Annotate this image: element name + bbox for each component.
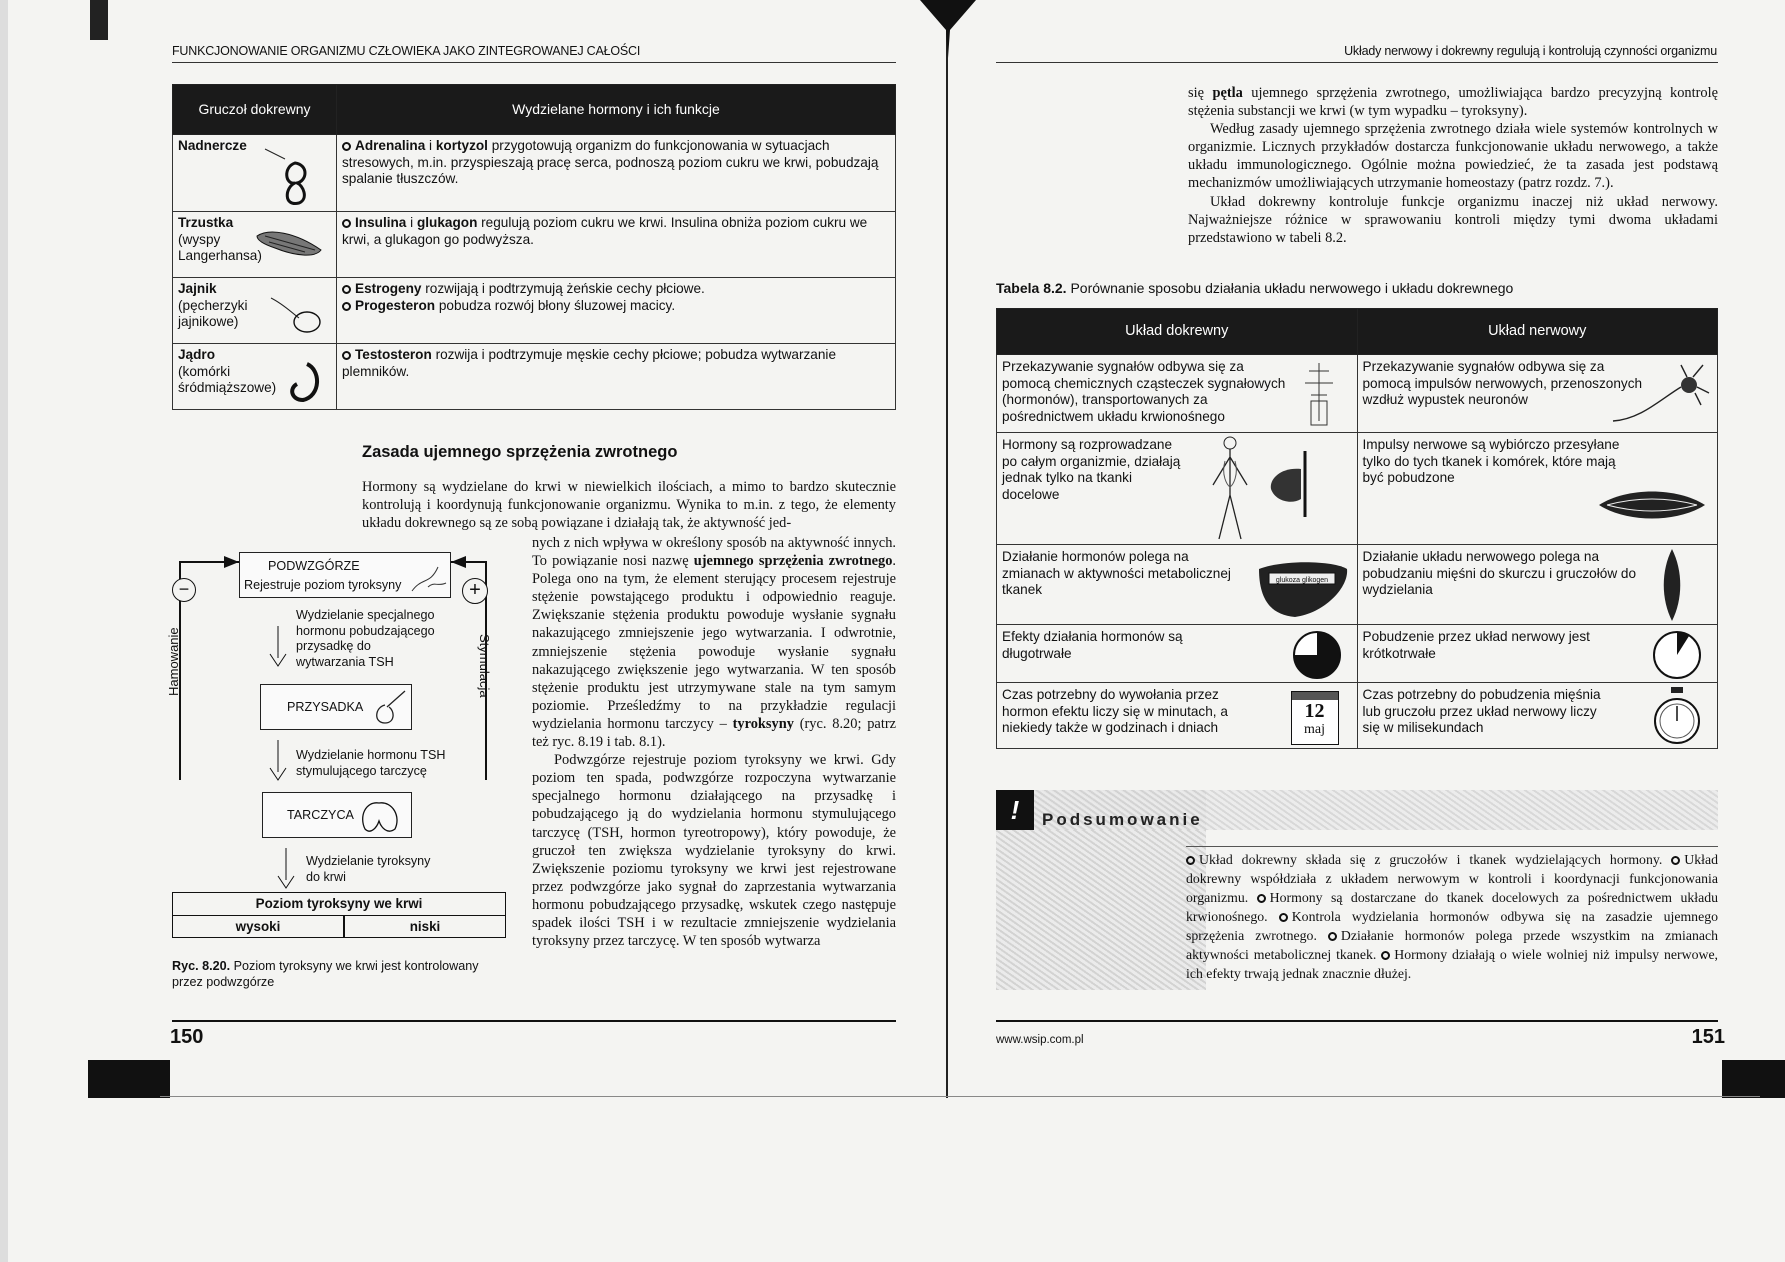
publisher-url: www.wsip.com.pl [996, 1034, 1084, 1046]
step-line: Wydzielanie tyroksyny [306, 854, 431, 868]
glands-header-hormones: Wydzielane hormony i ich funkcje [337, 85, 896, 135]
step-text [296, 608, 435, 670]
calendar-day: 12 [1304, 700, 1325, 722]
paragraph-text: nych z nich wpływa w określony sposób na aktywność innych. To powiązanie nosi nazwę [532, 535, 896, 570]
cell-text: Impulsy nerwowe są wybiórczo przesyłane tylko do tych tkanek i komórek, które mają być pobudzone [1362, 437, 1620, 485]
nervous-cell [1357, 625, 1718, 683]
hormone-name: Estrogeny [355, 281, 422, 296]
header-rule-right [996, 62, 1718, 63]
gland-name: Jądro [178, 347, 216, 362]
table-caption-text: Porównanie sposobu działania układu nerwowego i układu dokrewnego [1066, 280, 1514, 296]
endocrine-cell [997, 625, 1358, 683]
hormone-desc: przygotowują organizm do funkcjonowania w sytuacjach stresowych, m.in. przyspieszają pracę serca, podnoszą poziom cukru we krwi, pobudzają spalanie tłuszczów. [342, 138, 879, 186]
hormone-joiner: i [406, 215, 417, 230]
term-bold: pętla [1212, 85, 1243, 101]
right-intro [1188, 84, 1718, 247]
bullet-icon [1257, 894, 1266, 903]
ovary-icon [269, 292, 323, 336]
endocrine-cell [997, 545, 1358, 625]
nervous-cell [1357, 683, 1718, 749]
spindle-muscle-icon [1657, 547, 1687, 623]
col-nervous: Układ nerwowy [1357, 309, 1718, 355]
nervous-cell [1357, 355, 1718, 433]
table-row [997, 683, 1718, 749]
summary-item: Działanie hormonów polega przede wszystkim na zmianach aktywności metabolicznej tkanek. [1186, 928, 1719, 962]
running-header-right: Układy nerwowy i dokrewny regulują i kontrolują czynności organizmu [1344, 44, 1717, 58]
scan-left-edge [0, 0, 8, 1262]
bullet-icon [1279, 913, 1288, 922]
running-header-left: FUNKCJONOWANIE ORGANIZMU CZŁOWIEKA JAKO ZINTEGROWANEJ CAŁOŚCI [172, 44, 641, 58]
bullet-icon [1381, 951, 1390, 960]
hormone-cell [337, 278, 896, 344]
bullet-icon [1671, 856, 1680, 865]
endocrine-cell [997, 355, 1358, 433]
bullet-icon [342, 142, 351, 151]
paragraph-text: się [1188, 85, 1213, 101]
paragraph: Układ dokrewny kontroluje funkcje organizmu inaczej niż układ nerwowy. Najważniejsze różnice w sprawowaniu kontroli między tymi dwoma układami przedstawiono w tabeli 8.2. [1188, 193, 1718, 246]
liver-label: glukoza glikogen [1275, 577, 1328, 584]
hormone-desc: rozwijają i podtrzymują żeńskie cechy płciowe. [421, 281, 705, 296]
hormone-name: Testosteron [355, 347, 432, 362]
table-caption-label: Tabela 8.2. [996, 280, 1067, 296]
stopwatch-icon [1651, 685, 1703, 747]
table-row [173, 344, 896, 410]
step-text [306, 854, 430, 885]
step-text [296, 748, 445, 779]
figure-caption [172, 958, 502, 990]
scan-binding-left-bar [88, 1060, 170, 1098]
paragraph: Według zasady ujemnego sprzężenia zwrotnego działa wiele systemów kontrolnych w organizmie. Licznych przykładów dostarcza funkcjonowanie układu nerwowego, a także układu immunologicznego. Ogólnie można powiedzieć, że ta zasada jest podstawą mechanizmów umożliwiających utrzymanie homeostazy (patrz rozdz. 7.). [1188, 121, 1718, 192]
thyroid-label: TARCZYCA [287, 808, 354, 822]
hormone-cell [337, 344, 896, 410]
gland-sub: (pęcherzyki jajnikowe) [178, 297, 248, 329]
scan-binding-right-bar [1722, 1060, 1785, 1098]
hormone-name: Insulina [355, 215, 407, 230]
nervous-cell [1357, 433, 1718, 545]
hypothalamus-desc: Rejestruje poziom tyroksyny [244, 578, 402, 592]
glands-table [172, 84, 896, 410]
col-endocrine: Układ dokrewny [997, 309, 1358, 355]
thyroxine-level-table [172, 892, 506, 938]
thyroid-icon [355, 797, 405, 837]
page-number-left: 150 [170, 1026, 204, 1048]
hormone-name: Adrenalina [355, 138, 426, 153]
hormone-cell [337, 135, 896, 212]
blood-vessel-icon [1299, 361, 1339, 429]
cell-text: Przekazywanie sygnałów odbywa się za pomocą chemicznych cząsteczek sygnałowych (hormonów), transportowanych za pośrednictwem układu krwionośnego [1002, 359, 1286, 424]
summary-title: Podsumowanie [1042, 810, 1203, 829]
paragraph-text: (ryc. 8.20; patrz też ryc. 8.19 i tab. 8.1). [532, 715, 896, 751]
summary-item: Kontrola wydzielania hormonów odbywa się na zasadzie ujemnego sprzężenia zwrotnego. [1186, 909, 1718, 943]
plus-sign: + [469, 579, 481, 601]
step-line: stymulującego tarczycę [296, 763, 427, 778]
gland-name: Nadnercze [178, 138, 247, 153]
short-duration-clock-icon [1651, 629, 1703, 681]
summary-item: Hormony działają o wiele wolniej niż impulsy nerwowe, ich efekty trwają jednak znacznie dłużej. [1186, 947, 1719, 981]
bullet-icon [342, 285, 351, 294]
table-row [997, 433, 1718, 545]
long-duration-clock-icon [1291, 629, 1343, 681]
muscle-icon [1597, 485, 1707, 525]
header-rule-left [172, 62, 896, 63]
summary-item: Układ dokrewny współdziała z układem nerwowym w kontroli i koordynacji funkcjonowania organizmu. [1186, 852, 1718, 905]
level-title: Poziom tyroksyny we krwi [173, 893, 505, 916]
summary-exclaim-icon: ! [996, 790, 1034, 830]
table-row [173, 278, 896, 344]
scan-binding-left-mark [90, 0, 108, 40]
center-fold-cap [920, 0, 976, 60]
summary-item: Hormony są dostarczane do tkanek docelowych za pośrednictwem układu krwionośnego. [1186, 890, 1719, 924]
pituitary-icon [365, 689, 411, 729]
hormone-desc: regulują poziom cukru we krwi. Insulina obniża poziom cukru we krwi, a glukagon go podwyższa. [342, 215, 868, 247]
step-line: hormonu pobudzającego [296, 623, 435, 638]
calendar-top [1292, 692, 1338, 700]
summary-text [1186, 850, 1718, 983]
hormone-desc: rozwija i podtrzymuje męskie cechy płciowe; pobudza wytwarzanie plemników. [342, 347, 837, 379]
paragraph-text: Podwzgórze rejestruje poziom tyroksyny we krwi. Gdy poziom ten spada, podwzgórze rozpoczyna wytwarzanie specjalnego hormonu działającego na przysadkę i pobudzającego ją do wydzielania hormonu stymulującego tarczycę (TSH, hormon tyreotropowy), który powoduje, że gruczoł ten zwiększa wydzielanie tyroksyny do krwi. Zwiększenie poziomu tyroksyny we krwi jest rejestrowane przez podwzgórze jako sygnał do zaprzestania wytwarzania hormonu pobudzającego przysadkę, wskutek czego następuje spadek ilości TSH i w rezultacie zmniejszenie wydzielania tyroksyny przez tarczycę. W ten sposób wytwarza [532, 752, 896, 950]
gland-cell [173, 212, 337, 278]
step-line: przysadkę do [296, 639, 371, 653]
paragraph-text: . Polega ono na tym, że element sterujący procesem rejestruje stężenie powstającego produktu i odpowiednio reaguje. Zwiększanie stężenia produktu powoduje wysłanie sygnału nakazującego zmniejszenie jego wytwarzania. I odwrotnie, zmniejszenie stężenia powoduje wysłanie sygnału nakazującego zwiększenie jego wytwarzania. W ten sposób stężenie produktu jest utrzymywane stale na tym samym poziomie. Prześledźmy to na przykładzie regulacji wydzielania hormonu tarczycy – [532, 553, 896, 732]
plus-circle [462, 578, 488, 604]
paragraph [532, 534, 896, 950]
bullet-icon [1186, 856, 1195, 865]
paragraph [1188, 84, 1718, 120]
hormone-name: Progesteron [355, 297, 436, 313]
bottom-fold [160, 1096, 1760, 1097]
stimulation-label: Stymulacja [477, 634, 492, 698]
term-bold: tyroksyny [732, 715, 794, 732]
hypothalamus-label: PODWZGÓRZE [268, 559, 360, 573]
gland-sub: (komórki śródmiąższowe) [178, 363, 277, 395]
table-caption [996, 280, 1513, 296]
summary-underline [1186, 846, 1718, 847]
cell-text: Hormony są rozprowadzane po całym organizmie, działają jednak tylko na tkanki docelowe [1002, 437, 1181, 502]
nervous-cell [1357, 545, 1718, 625]
step-line: do krwi [306, 869, 346, 884]
target-tissue-icon [1261, 449, 1311, 519]
endocrine-cell [997, 433, 1358, 545]
step-line: wytwarzania TSH [296, 654, 394, 669]
paragraph-text: ujemnego sprzężenia zwrotnego, umożliwiająca bardzo precyzyjną kontrolę stężenia substancji we krwi (w tym wypadku – tyroksyny). [1188, 85, 1718, 120]
gland-sub: (wyspy Langerhansa) [178, 231, 262, 263]
bullet-icon [342, 351, 351, 360]
liver-icon [1255, 557, 1351, 619]
term-bold: ujemnego sprzężenia zwrotnego [693, 553, 893, 570]
gland-cell [173, 344, 337, 410]
hormone-cell [337, 212, 896, 278]
page-number-right: 151 [1691, 1026, 1725, 1048]
inhibition-label: Hamowanie [166, 627, 181, 696]
section-title: Zasada ujemnego sprzężenia zwrotnego [362, 443, 678, 461]
arrow-down-icon [268, 740, 288, 784]
paragraph: Hormony są wydzielane do krwi w niewielkich ilościach, a mimo to bardzo skutecznie kontrolują i koordynują funkcjonowanie organizmu. Wynika to m.in. z tego, że elementy układu dokrewnego są ze sobą powiązane i działają tak, że aktywność jed- [362, 479, 896, 532]
cell-text: Działanie hormonów polega na zmianach w aktywności metabolicznej tkanek [1002, 549, 1231, 597]
feedback-diagram [166, 548, 512, 943]
endocrine-cell [997, 683, 1358, 749]
table-row [997, 545, 1718, 625]
center-fold [946, 0, 948, 1098]
cell-text: Czas potrzebny do wywołania przez hormon efektu liczy się w minutach, a niekiedy także w godzinach i dniach [1002, 687, 1228, 735]
gland-cell [173, 278, 337, 344]
pituitary-box [260, 684, 412, 730]
neuron-icon [1611, 359, 1711, 429]
calendar-icon [1291, 691, 1339, 745]
pancreas-icon [255, 226, 325, 260]
cell-text: Przekazywanie sygnałów odbywa się za pomocą impulsów nerwowych, przenoszonych wzdłuż wypustek neuronów [1362, 359, 1643, 407]
footer-rule-right [996, 1020, 1718, 1022]
step-line: Wydzielanie specjalnego [296, 608, 435, 622]
gland-name: Jajnik [178, 281, 217, 296]
bullet-icon [1328, 932, 1337, 941]
cell-text: Działanie układu nerwowego polega na pobudzaniu mięśni do skurczu i gruczołów do wydzielania [1362, 549, 1637, 597]
testis-icon [287, 360, 325, 404]
footer-rule-left [172, 1020, 896, 1022]
pituitary-label: PRZYSADKA [287, 700, 364, 714]
human-body-icon [1203, 435, 1257, 543]
arrow-down-icon [276, 848, 296, 892]
summary-item: Układ dokrewny składa się z gruczołów i tkanek wydzielających hormony. [1199, 852, 1663, 867]
adrenal-gland-icon [263, 145, 323, 209]
hormone-name: glukagon [416, 215, 478, 230]
caption-text: Poziom tyroksyny we krwi jest kontrolowany przez podwzgórze [172, 959, 479, 989]
gland-name: Trzustka [178, 215, 234, 230]
hormone-name: kortyzol [435, 138, 488, 153]
level-high: wysoki [173, 916, 345, 937]
minus-circle [172, 578, 196, 602]
step-line: Wydzielanie hormonu TSH [296, 748, 446, 762]
calendar-month: maj [1304, 722, 1325, 737]
bullet-icon [342, 302, 351, 311]
table-row [173, 212, 896, 278]
table-row [997, 355, 1718, 433]
thyroid-box [262, 792, 412, 838]
cell-text: Czas potrzebny do pobudzenia mięśnia lub gruczołu przez układ nerwowy liczy się w milisekundach [1362, 687, 1601, 735]
minus-sign: − [178, 579, 190, 599]
glands-header-gland: Gruczoł dokrewny [173, 85, 337, 135]
bullet-icon [342, 219, 351, 228]
comparison-table [996, 308, 1718, 749]
cell-text: Pobudzenie przez układ nerwowy jest krótkotrwałe [1362, 629, 1590, 661]
table-row [173, 135, 896, 212]
cell-text: Efekty działania hormonów są długotrwałe [1002, 629, 1183, 661]
arrow-down-icon [268, 626, 288, 670]
level-low: niski [409, 919, 441, 934]
table-row [997, 625, 1718, 683]
hormone-joiner: i [425, 138, 436, 153]
caption-label: Ryc. 8.20. [172, 959, 231, 973]
gland-cell [173, 135, 337, 212]
hormone-desc: pobudza rozwój błony śluzowej macicy. [435, 297, 676, 313]
